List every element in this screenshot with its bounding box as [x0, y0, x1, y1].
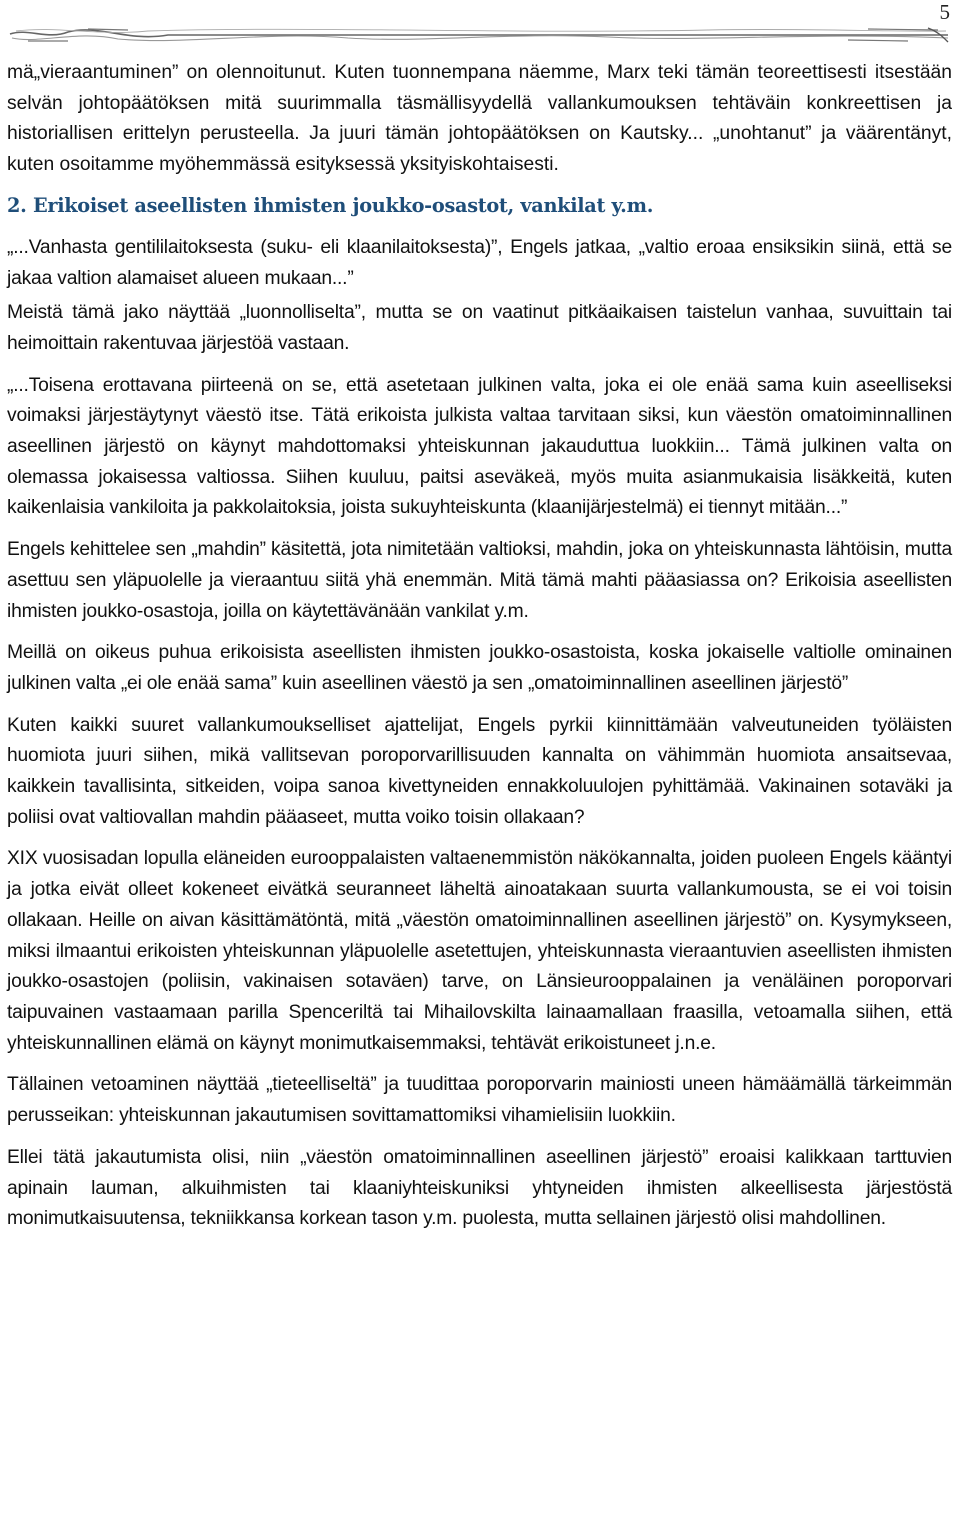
document-body: [7, 58, 952, 1246]
paragraph: Kuten kaikki suuret vallankumoukselliset ajattelijat, Engels pyrkii kiinnittämään valveutuneiden työläisten huomiota juuri siihen, mikä vallitsevan poroporvarillisuuden kannalta on vähimmän huomiota ansaitsevaa, kaikkein tavallisinta, sitkeiden, voipa sanoa kivettyneiden ennakkoluulojen pyhittämää. Vakinainen sotaväki ja poliisi ovat valtiovallan mahdin pääaseet, mutta voiko toisin ollakaan?: [7, 714, 952, 828]
intro-paragraph: mä„vieraantuminen” on olennoitunut. Kuten tuonnempana näemme, Marx teki tämän teoreettisesti itsestään selvän johtopäätöksen mitä suurimmalla täsmällisyydellä vallankumouksen tehtäväin konkreettisen ja historiallisen erittelyn perusteella. Ja juuri tämän johtopäätöksen on Kautsky... „unohtanut” ja väärentänyt, kuten osoitamme myöhemmässä esityksessä yksityiskohtaisesti.: [7, 62, 952, 176]
paragraph: Tällainen vetoaminen näyttää „tieteelliseltä” ja tuudittaa poroporvarin mainiosti uneen hämäämällä tärkeimmän perusseikan: yhteiskunnan jakautumisen sovittamattomiksi vihamielisiin luokkiin.: [7, 1074, 952, 1127]
page-number: 5: [939, 0, 950, 24]
paragraph: „...Vanhasta gentililaitoksesta (suku- eli klaanilaitoksesta)”, Engels jatkaa, „valtio eroaa ensiksikin siinä, että se jakaa valtion alamaiset alueen mukaan...”: [7, 236, 952, 289]
header-ornament: [8, 22, 952, 48]
paragraph: XIX vuosisadan lopulla eläneiden eurooppalaisten valtaenemmistön näkökannalta, joiden puoleen Engels kääntyi ja jotka eivät olleet kokeneet eivätkä seuranneet läheltä ainoatakaan suurta vallankumousta, se ei voi toisin ollakaan. Heille on aivan käsittämätöntä, mitä „väestön omatoiminnallinen aseellinen järjestö” on. Kysymykseen, miksi ilmaantui erikoisten yhteiskunnan yläpuolelle asetettujen, yhteiskunnasta vieraantuvien aseellisten ihmisten joukko-osastojen (poliisin, vakinaisen sotaväen) tarve, on Länsieurooppalainen ja venäläinen poroporvari taipuvainen vastaamaan parilla Spenceriltä tai Mihailovskilta lainaamallaan fraasilla, vetoamalla siihen, että yhteiskunnallinen elämä on käynyt monimutkaisemmaksi, tehtävät erikoistuneet j.n.e.: [7, 848, 952, 1054]
paragraph: „...Toisena erottavana piirteenä on se, että asetetaan julkinen valta, joka ei ole enää sama kuin aseelliseksi voimaksi järjestäytynyt väestö itse. Tätä erikoista julkista valtaa tarvitaan siksi, kun väestön omatoiminnallinen aseellinen järjestö on käynyt mahdottomaksi yhteiskunnan jakauduttua luokkiin... Tämä julkinen valta on olemassa jokaisessa valtiossa. Siihen kuuluu, paitsi aseväkeä, myös muita asianmukaisia lisäkkeitä, kuten kaikenlaisia vankiloita ja pakkolaitoksia, joista sukuyhteiskunta (klaanijärjestelmä) ei tiennyt mitään...”: [7, 374, 952, 519]
section-heading: 2. Erikoiset aseellisten ihmisten joukko-osastot, vankilat y.m.: [7, 193, 654, 217]
paragraph: Engels kehittelee sen „mahdin” käsitettä, jota nimitetään valtioksi, mahdin, joka on yhteiskunnasta lähtöisin, mutta asettuu sen yläpuolelle ja vieraantuu siitä yhä enemmän. Mitä tämä mahti pääasiassa on? Erikoisia aseellisten ihmisten joukko-osastoja, joilla on käytettävänään vankilat y.m.: [7, 539, 952, 622]
paragraph: Meistä tämä jako näyttää „luonnolliselta”, mutta se on vaatinut pitkäaikaisen taistelun vanhaa, suvuittain tai heimoittain rakentuvaa järjestöä vastaan.: [7, 302, 952, 354]
paragraph: Ellei tätä jakautumista olisi, niin „väestön omatoiminnallinen aseellinen järjestö” eroaisi kalikkaan tarttuvien apinain lauman, alkuihmisten tai klaaniyhteiskuniksi yhtyneiden ihmisten alkeellisesta järjestöstä monimutkaisuutensa, tekniikkansa korkean tason y.m. puolesta, mutta sellainen järjestö olisi mahdollinen.: [7, 1146, 952, 1230]
paragraph: Meillä on oikeus puhua erikoisista aseellisten ihmisten joukko-osastoista, koska jokaiselle valtiolle ominainen julkinen valta „ei ole enää sama” kuin aseellinen väestö ja sen „omatoiminnallinen aseellinen järjestö”: [7, 642, 952, 694]
